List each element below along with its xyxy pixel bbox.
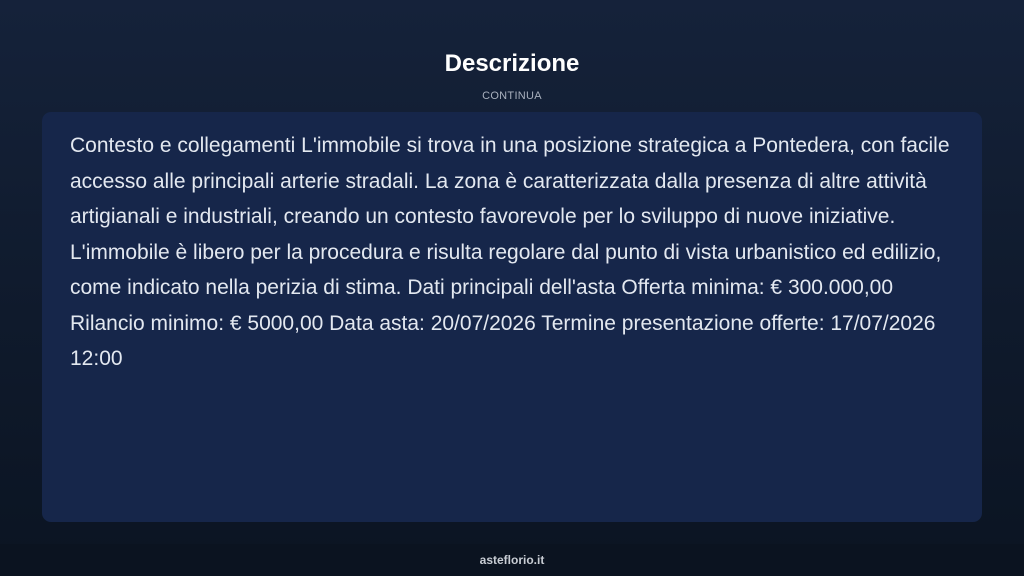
footer-site-label: asteflorio.it	[479, 553, 545, 567]
footer-bar	[0, 544, 1024, 576]
description-card	[42, 112, 982, 522]
page-title: Descrizione	[444, 50, 580, 77]
description-text: Contesto e collegamenti L'immobile si trova in una posizione strategica a Pontedera, con facile accesso alle principali arterie stradali. La zona è caratterizzata dalla presenza di altre attività artigianali e industriali, creando un contesto favorevole per lo sviluppo di nuove iniziative. L'immobile è libero per la procedura e risulta regolare dal punto di vista urbanistico ed edilizio, come indicato nella perizia di stima. Dati principali dell'asta Offerta minima: € 300.000,00 Rilancio minimo: € 5000,00 Data asta: 20/07/2026 Termine presentazione offerte: 17/07/2026 12:00	[70, 134, 950, 370]
continue-label: CONTINUA	[482, 90, 542, 102]
